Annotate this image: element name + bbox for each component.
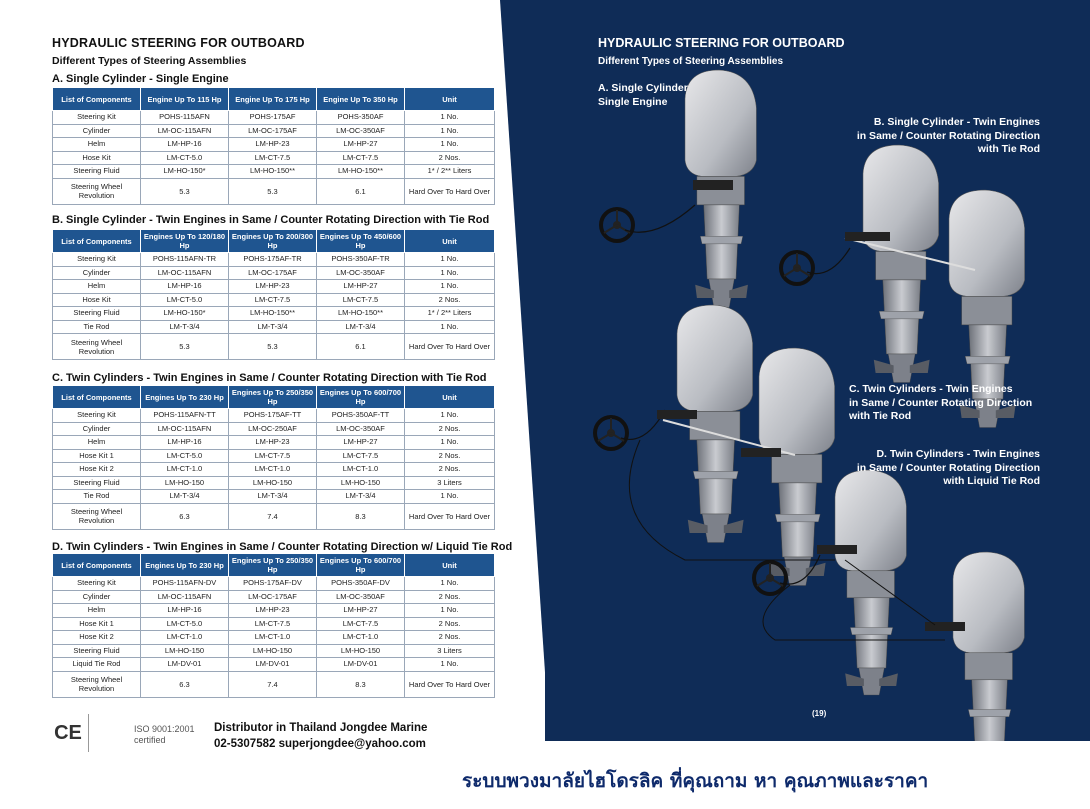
- table-cell: LM-CT-7.5: [317, 151, 405, 165]
- thai-caption: ระบบพวงมาลัยไฮโดรลิค ที่คุณถาม หา คุณภาพและราคา: [462, 770, 929, 792]
- table-cell: LM-HO-150**: [229, 307, 317, 321]
- right-page-title: HYDRAULIC STEERING FOR OUTBOARD: [598, 36, 845, 50]
- column-header: Engine Up To 115 Hp: [141, 88, 229, 111]
- column-header: Unit: [405, 88, 495, 111]
- table-row: [53, 320, 495, 334]
- table-cell: LM-HP-23: [229, 436, 317, 450]
- outboard-engines-illustration: [545, 0, 1090, 741]
- label-c-line-3: with Tie Rod: [849, 410, 912, 422]
- label-d-line-2: in Same / Counter Rotating Direction: [856, 461, 1040, 474]
- column-header: Engine Up To 350 Hp: [317, 88, 405, 111]
- table-cell: LM-HO-150**: [317, 307, 405, 321]
- table-cell: Tie Rod: [53, 320, 141, 334]
- column-header: Unit: [405, 386, 495, 409]
- table-row: [53, 449, 495, 463]
- table-row: [53, 590, 495, 604]
- spec-table: [52, 385, 495, 530]
- table-cell: 3 Liters: [405, 476, 495, 490]
- table-cell: 1 No.: [405, 490, 495, 504]
- table-row: [53, 280, 495, 294]
- table-row: [53, 604, 495, 618]
- table-cell: LM-HP-27: [317, 436, 405, 450]
- table-cell: Hard Over To Hard Over: [405, 178, 495, 204]
- table-cell: 1 No.: [405, 658, 495, 672]
- column-header: Engines Up To 600/700 Hp: [317, 386, 405, 409]
- table-cell: 2 Nos.: [405, 463, 495, 477]
- column-header: Unit: [405, 554, 495, 577]
- table-cell: Steering Kit: [53, 577, 141, 591]
- table-row: [53, 671, 495, 697]
- table-cell: Hose Kit: [53, 293, 141, 307]
- column-header: Engines Up To 230 Hp: [141, 386, 229, 409]
- table-cell: Steering Kit: [53, 409, 141, 423]
- table-cell: Steering Wheel Revolution: [53, 178, 141, 204]
- footer: [48, 712, 508, 756]
- column-header: Engines Up To 450/600 Hp: [317, 230, 405, 253]
- table-cell: 8.3: [317, 503, 405, 529]
- label-d-line-1: D. Twin Cylinders - Twin Engines: [876, 448, 1040, 460]
- table-row: [53, 111, 495, 125]
- table-row: [53, 644, 495, 658]
- ce-mark-logo: CE: [48, 714, 89, 752]
- table-cell: LM-OC-350AF: [317, 124, 405, 138]
- table-cell: Helm: [53, 604, 141, 618]
- table-cell: LM-OC-350AF: [317, 422, 405, 436]
- table-cell: LM-DV-01: [229, 658, 317, 672]
- table-cell: Steering Kit: [53, 253, 141, 267]
- table-cell: POHS-350AF: [317, 111, 405, 125]
- table-cell: Steering Wheel Revolution: [53, 503, 141, 529]
- table-cell: POHS-115AFN: [141, 111, 229, 125]
- table-cell: POHS-115AFN-TT: [141, 409, 229, 423]
- table-cell: 5.3: [229, 334, 317, 360]
- label-a-line-1: A. Single Cylinder: [598, 82, 688, 94]
- table-row: [53, 631, 495, 645]
- table-cell: LM-T-3/4: [141, 490, 229, 504]
- table-cell: LM-HP-16: [141, 436, 229, 450]
- table-cell: LM-T-3/4: [141, 320, 229, 334]
- table-cell: LM-HP-16: [141, 604, 229, 618]
- table-cell: Liquid Tie Rod: [53, 658, 141, 672]
- table-cell: 5.3: [141, 178, 229, 204]
- label-b-line-3: with Tie Rod: [977, 143, 1040, 155]
- table-cell: POHS-175AF-TR: [229, 253, 317, 267]
- label-c-line-2: in Same / Counter Rotating Direction: [849, 396, 1033, 409]
- iso-certification: [134, 724, 195, 746]
- table-cell: LM-OC-115AFN: [141, 590, 229, 604]
- table-cell: 7.4: [229, 503, 317, 529]
- table-cell: Helm: [53, 280, 141, 294]
- column-header: Engines Up To 120/180 Hp: [141, 230, 229, 253]
- spec-table: [52, 553, 495, 698]
- label-a: [598, 82, 688, 109]
- column-header: Unit: [405, 230, 495, 253]
- table-cell: POHS-175AF: [229, 111, 317, 125]
- table-cell: 1 No.: [405, 124, 495, 138]
- table-cell: 1 No.: [405, 111, 495, 125]
- table-cell: LM-HO-150: [141, 476, 229, 490]
- table-cell: POHS-350AF-TR: [317, 253, 405, 267]
- table-cell: Cylinder: [53, 266, 141, 280]
- label-b-line-1: B. Single Cylinder - Twin Engines: [873, 116, 1040, 128]
- table-cell: LM-HO-150**: [317, 165, 405, 179]
- table-cell: LM-CT-7.5: [317, 449, 405, 463]
- iso-line-2: certified: [134, 735, 166, 745]
- table-cell: POHS-350AF-TT: [317, 409, 405, 423]
- table-cell: 1 No.: [405, 604, 495, 618]
- table-row: [53, 165, 495, 179]
- table-cell: LM-OC-115AFN: [141, 266, 229, 280]
- table-cell: LM-T-3/4: [317, 320, 405, 334]
- table-cell: LM-HO-150: [141, 644, 229, 658]
- table-row: [53, 124, 495, 138]
- table-cell: Cylinder: [53, 124, 141, 138]
- table-cell: 7.4: [229, 671, 317, 697]
- table-cell: 2 Nos.: [405, 422, 495, 436]
- section-title: A. Single Cylinder - Single Engine: [52, 73, 229, 85]
- section-title: C. Twin Cylinders - Twin Engines in Same / Counter Rotating Direction with Tie Rod: [52, 372, 487, 384]
- table-cell: POHS-350AF-DV: [317, 577, 405, 591]
- table-cell: Steering Wheel Revolution: [53, 334, 141, 360]
- table-cell: LM-HO-150: [229, 476, 317, 490]
- table-cell: 1 No.: [405, 253, 495, 267]
- label-a-line-2: Single Engine: [598, 95, 668, 108]
- table-row: [53, 266, 495, 280]
- table-cell: LM-HO-150*: [141, 165, 229, 179]
- page-number: (19): [812, 709, 827, 718]
- table-row: [53, 409, 495, 423]
- table-cell: LM-CT-5.0: [141, 293, 229, 307]
- right-page-subtitle: Different Types of Steering Assemblies: [598, 56, 784, 67]
- table-cell: Steering Wheel Revolution: [53, 671, 141, 697]
- table-cell: 2 Nos.: [405, 617, 495, 631]
- column-header: Engines Up To 230 Hp: [141, 554, 229, 577]
- column-header: List of Components: [53, 88, 141, 111]
- table-cell: LM-CT-7.5: [229, 449, 317, 463]
- table-row: [53, 253, 495, 267]
- table-row: [53, 658, 495, 672]
- table-cell: LM-CT-5.0: [141, 449, 229, 463]
- table-cell: LM-OC-175AF: [229, 590, 317, 604]
- table-cell: 6.3: [141, 503, 229, 529]
- table-cell: 1 No.: [405, 409, 495, 423]
- table-row: [53, 334, 495, 360]
- table-cell: LM-HO-150: [317, 644, 405, 658]
- table-cell: LM-HP-16: [141, 280, 229, 294]
- table-cell: POHS-175AF-DV: [229, 577, 317, 591]
- table-cell: LM-OC-175AF: [229, 124, 317, 138]
- table-row: [53, 577, 495, 591]
- table-cell: LM-HO-150*: [141, 307, 229, 321]
- table-cell: Hard Over To Hard Over: [405, 334, 495, 360]
- table-cell: 2 Nos.: [405, 449, 495, 463]
- table-cell: LM-CT-1.0: [229, 631, 317, 645]
- table-cell: LM-CT-5.0: [141, 617, 229, 631]
- column-header: List of Components: [53, 554, 141, 577]
- table-row: [53, 138, 495, 152]
- table-cell: 5.3: [229, 178, 317, 204]
- table-cell: LM-CT-7.5: [317, 293, 405, 307]
- table-cell: LM-HO-150: [317, 476, 405, 490]
- column-header: List of Components: [53, 386, 141, 409]
- table-cell: LM-CT-1.0: [229, 463, 317, 477]
- table-row: [53, 617, 495, 631]
- table-cell: LM-CT-1.0: [141, 463, 229, 477]
- table-row: [53, 463, 495, 477]
- table-cell: LM-OC-350AF: [317, 590, 405, 604]
- table-cell: Tie Rod: [53, 490, 141, 504]
- table-cell: POHS-115AFN-TR: [141, 253, 229, 267]
- page-title: HYDRAULIC STEERING FOR OUTBOARD: [52, 36, 305, 50]
- table-cell: LM-CT-7.5: [229, 293, 317, 307]
- table-cell: LM-DV-01: [317, 658, 405, 672]
- table-cell: 6.1: [317, 334, 405, 360]
- table-cell: Steering Fluid: [53, 165, 141, 179]
- table-cell: POHS-175AF-TT: [229, 409, 317, 423]
- table-cell: 1 No.: [405, 436, 495, 450]
- table-row: [53, 476, 495, 490]
- table-cell: Helm: [53, 436, 141, 450]
- table-cell: 6.1: [317, 178, 405, 204]
- label-c: [849, 383, 1032, 424]
- table-cell: LM-T-3/4: [317, 490, 405, 504]
- table-cell: 1 No.: [405, 266, 495, 280]
- spec-table: [52, 87, 495, 205]
- table-cell: LM-HP-27: [317, 280, 405, 294]
- table-cell: Hard Over To Hard Over: [405, 671, 495, 697]
- page-subtitle: Different Types of Steering Assemblies: [52, 55, 247, 67]
- contact-text: 02-5307582 superjongdee@yahoo.com: [214, 738, 426, 750]
- column-header: List of Components: [53, 230, 141, 253]
- iso-line-1: ISO 9001:2001: [134, 724, 195, 734]
- table-cell: 1* / 2** Liters: [405, 165, 495, 179]
- table-cell: 8.3: [317, 671, 405, 697]
- table-cell: LM-OC-115AFN: [141, 422, 229, 436]
- table-cell: Cylinder: [53, 590, 141, 604]
- table-cell: LM-T-3/4: [229, 320, 317, 334]
- table-cell: LM-CT-7.5: [317, 617, 405, 631]
- label-d: [857, 448, 1040, 489]
- table-cell: 2 Nos.: [405, 151, 495, 165]
- label-b-line-2: in Same / Counter Rotating Direction: [856, 129, 1040, 142]
- table-cell: 5.3: [141, 334, 229, 360]
- table-row: [53, 293, 495, 307]
- table-cell: Hose Kit 2: [53, 463, 141, 477]
- table-cell: LM-OC-350AF: [317, 266, 405, 280]
- table-cell: LM-HP-27: [317, 138, 405, 152]
- table-cell: Hose Kit 2: [53, 631, 141, 645]
- table-cell: LM-HO-150: [229, 644, 317, 658]
- table-cell: LM-OC-175AF: [229, 266, 317, 280]
- table-cell: Steering Fluid: [53, 476, 141, 490]
- table-cell: Hose Kit 1: [53, 449, 141, 463]
- section-title: B. Single Cylinder - Twin Engines in Same / Counter Rotating Direction with Tie Rod: [52, 214, 490, 226]
- distributor-text: Distributor in Thailand Jongdee Marine: [214, 722, 428, 734]
- table-cell: LM-HP-23: [229, 138, 317, 152]
- column-header: Engines Up To 600/700 Hp: [317, 554, 405, 577]
- table-cell: LM-CT-7.5: [229, 151, 317, 165]
- table-cell: Helm: [53, 138, 141, 152]
- table-row: [53, 307, 495, 321]
- table-cell: Hose Kit 1: [53, 617, 141, 631]
- table-cell: LM-HO-150**: [229, 165, 317, 179]
- table-cell: Cylinder: [53, 422, 141, 436]
- table-cell: Steering Fluid: [53, 644, 141, 658]
- table-cell: 1* / 2** Liters: [405, 307, 495, 321]
- table-cell: 1 No.: [405, 577, 495, 591]
- table-cell: Hose Kit: [53, 151, 141, 165]
- label-c-line-1: C. Twin Cylinders - Twin Engines: [849, 383, 1013, 395]
- table-row: [53, 503, 495, 529]
- table-cell: LM-T-3/4: [229, 490, 317, 504]
- table-cell: 3 Liters: [405, 644, 495, 658]
- table-cell: 2 Nos.: [405, 631, 495, 645]
- column-header: Engines Up To 250/350 Hp: [229, 386, 317, 409]
- table-row: [53, 436, 495, 450]
- table-row: [53, 178, 495, 204]
- column-header: Engines Up To 200/300 Hp: [229, 230, 317, 253]
- table-cell: Hard Over To Hard Over: [405, 503, 495, 529]
- label-d-line-3: with Liquid Tie Rod: [943, 475, 1040, 487]
- table-cell: LM-DV-01: [141, 658, 229, 672]
- table-cell: Steering Fluid: [53, 307, 141, 321]
- label-b: [857, 116, 1040, 157]
- column-header: Engines Up To 250/350 Hp: [229, 554, 317, 577]
- column-header: Engine Up To 175 Hp: [229, 88, 317, 111]
- table-row: [53, 422, 495, 436]
- table-cell: 1 No.: [405, 138, 495, 152]
- spec-table: [52, 229, 495, 360]
- table-cell: 1 No.: [405, 320, 495, 334]
- table-cell: LM-HP-23: [229, 604, 317, 618]
- table-cell: 1 No.: [405, 280, 495, 294]
- table-cell: Steering Kit: [53, 111, 141, 125]
- table-cell: LM-HP-23: [229, 280, 317, 294]
- table-cell: 2 Nos.: [405, 293, 495, 307]
- table-row: [53, 151, 495, 165]
- table-cell: LM-CT-1.0: [141, 631, 229, 645]
- table-cell: 6.3: [141, 671, 229, 697]
- table-cell: 2 Nos.: [405, 590, 495, 604]
- table-cell: LM-HP-27: [317, 604, 405, 618]
- table-cell: LM-CT-7.5: [229, 617, 317, 631]
- section-title: D. Twin Cylinders - Twin Engines in Same / Counter Rotating Direction w/ Liquid Tie Rod: [52, 541, 513, 553]
- table-cell: LM-CT-1.0: [317, 631, 405, 645]
- table-cell: LM-OC-115AFN: [141, 124, 229, 138]
- table-cell: POHS-115AFN-DV: [141, 577, 229, 591]
- table-cell: LM-CT-5.0: [141, 151, 229, 165]
- table-cell: LM-OC-250AF: [229, 422, 317, 436]
- table-row: [53, 490, 495, 504]
- table-cell: LM-HP-16: [141, 138, 229, 152]
- table-cell: LM-CT-1.0: [317, 463, 405, 477]
